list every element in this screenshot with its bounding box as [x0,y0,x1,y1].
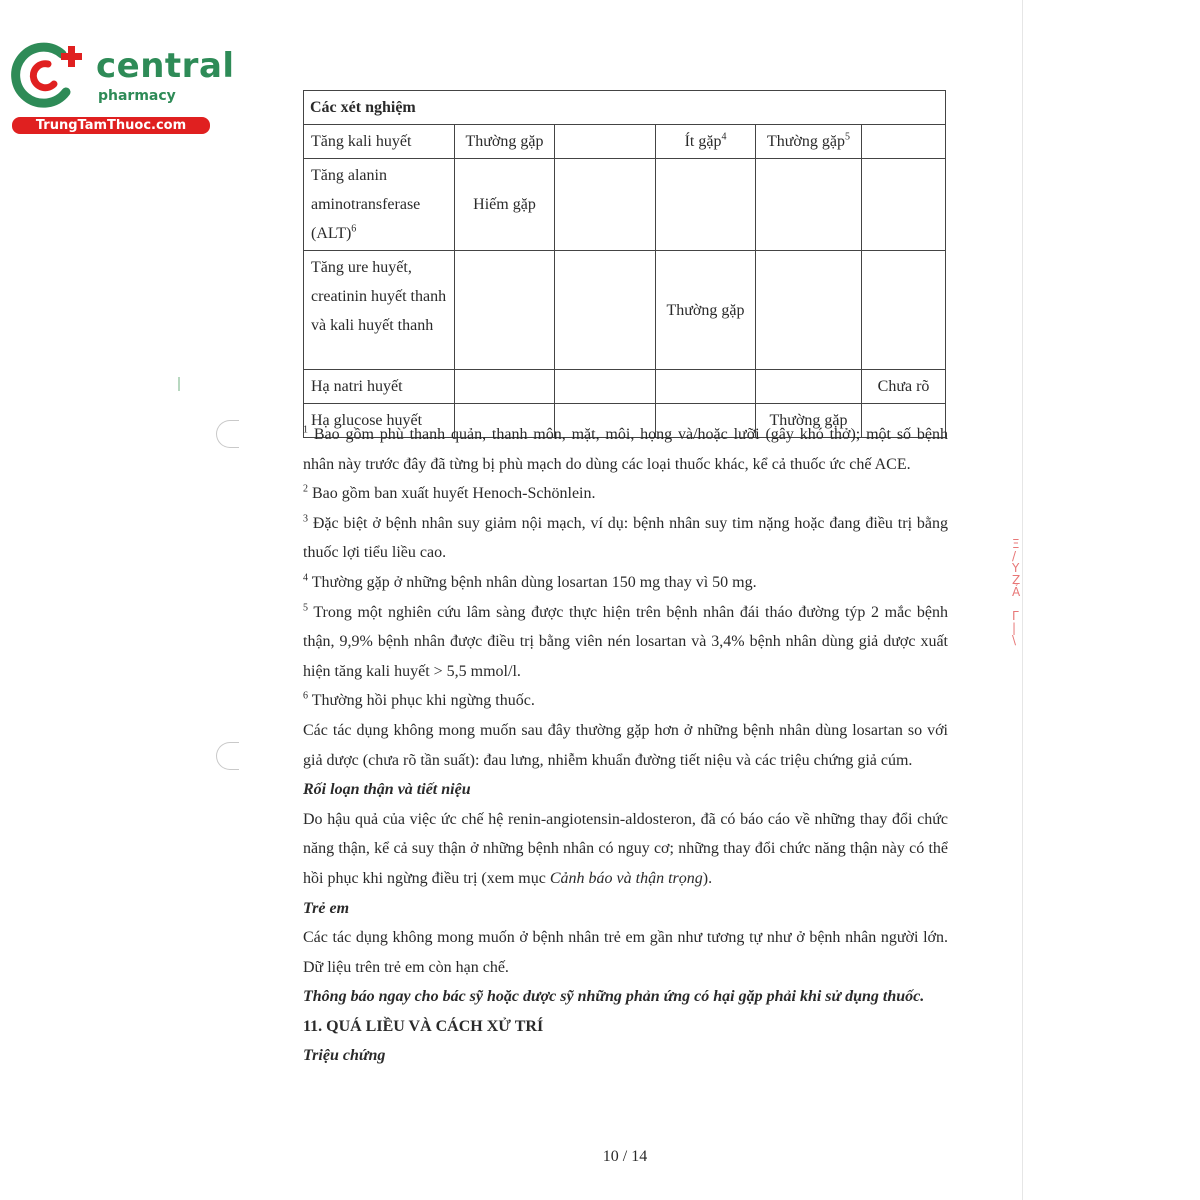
table-row [304,159,946,251]
paragraph: Các tác dụng không mong muốn ở bệnh nhân trẻ em gần như tương tự như ở bệnh nhân người lớn. Dữ liệu trên trẻ em còn hạn chế. [303,929,948,976]
row-label: Hạ natri huyết [304,370,455,404]
footnote [303,598,948,687]
table-row [304,125,946,159]
section-title-overdose: 11. QUÁ LIỀU VÀ CÁCH XỬ TRÍ [303,1017,544,1035]
cell-text: Thường gặp [766,133,845,150]
footnote-ref: 6 [351,223,357,235]
footnote [303,686,948,716]
table-cell [656,159,756,251]
row-label [304,159,455,251]
punch-hole-mark [216,742,239,770]
footnote-ref: 4 [721,131,727,143]
table-cell [862,125,946,159]
table-cell: Chưa rõ [862,370,946,404]
footnote-number: 5 [303,602,308,614]
table-cell: Thường gặp [756,404,862,438]
footnote-number: 2 [303,483,308,495]
table-row [304,370,946,404]
cross-reference: Cảnh báo và thận trọng [549,869,703,887]
footnote [303,568,948,598]
page-number: 10 / 14 [602,1148,648,1165]
document-body [303,420,948,1071]
footnote-text: Thường hồi phục khi ngừng thuốc. [311,692,535,710]
footnote-number: 4 [303,572,308,584]
table-cell [455,251,555,370]
table-cell [756,125,862,159]
table-cell [656,370,756,404]
cell-text: Ít gặp [684,133,722,150]
section-heading-renal: Rối loạn thận và tiết niệu [303,781,471,799]
table-header-cell: Các xét nghiệm [304,91,946,125]
table-cell [656,125,756,159]
logo-sub-text: pharmacy [98,88,176,104]
footnote-text: Thường gặp ở những bệnh nhân dùng losartan 150 mg thay vì 50 mg. [311,573,757,591]
table-header-row [304,91,946,125]
footnote [303,509,948,568]
table-row [304,251,946,370]
table-cell [555,125,656,159]
footnote-number: 1 [303,424,308,436]
table-cell: Hiếm gặp [455,159,555,251]
table-cell [555,370,656,404]
table-cell [756,159,862,251]
notice-text: Thông báo ngay cho bác sỹ hoặc dược sỹ những phản ứng có hại gặp phải khi sử dụng thuốc. [303,988,925,1006]
table-cell [756,251,862,370]
footnote-number: 6 [303,691,308,703]
logo-brand-text: central [96,46,235,86]
footnote-text: Đặc biệt ở bệnh nhân suy giảm nội mạch, ví dụ: bệnh nhân suy tim nặng hoặc đang điều trị bằng thuốc lợi tiểu liều cao. [303,514,949,562]
table-cell [862,251,946,370]
paragraph: Các tác dụng không mong muốn sau đây thường gặp hơn ở những bệnh nhân dùng losartan so với giả dược (chưa rõ tần suất): đau lưng, nhiễm khuẩn đường tiết niệu và các triệu chứng giả cúm. [303,721,948,769]
footnote-number: 3 [303,513,308,525]
adverse-effects-table [303,90,946,438]
row-label: Tăng ure huyết, creatinin huyết thanh và kali huyết thanh [304,251,455,370]
footnote-ref: 5 [845,131,850,143]
footnote-text: Bao gồm ban xuất huyết Henoch-Schönlein. [312,485,596,503]
row-label: Hạ glucose huyết [304,404,455,438]
logo-website-badge: TrungTamThuoc.com [12,117,210,134]
table-cell [862,159,946,251]
paragraph-text-end: ). [702,869,713,887]
red-stamp-fragment: Ξ / Y Z Ả Γ | \ [1012,537,1021,647]
section-heading-symptoms: Triệu chứng [303,1047,386,1065]
table-cell: Thường gặp [455,125,555,159]
footnote [303,479,948,509]
scan-mark [178,377,180,391]
punch-hole-mark [216,420,239,448]
table-cell [455,370,555,404]
footnote-text: Bao gồm phù thanh quản, thanh môn, mặt, môi, họng và/hoặc lưỡi (gây khó thở); một số bệnh nhân này trước đây đã từng bị phù mạch do dùng các loại thuốc khác, kể cả thuốc ức chế ACE. [303,426,949,473]
table-cell [555,251,656,370]
central-pharmacy-logo [10,38,235,138]
table-cell: Thường gặp [656,251,756,370]
row-label: Tăng kali huyết [304,125,455,159]
section-heading-children: Trẻ em [303,899,350,917]
pharmacy-logo-icon [10,38,92,114]
footnote [303,420,948,479]
table-cell [555,159,656,251]
row-label-text: Tăng alanin aminotransferase (ALT) [311,167,421,242]
paragraph [303,805,948,894]
table-cell [756,370,862,404]
paragraph-text: Do hậu quả của việc ức chế hệ renin-angiotensin-aldosteron, đã có báo cáo về những thay đổi chức năng thận, kể cả suy thận ở những bệnh nhân có nguy cơ; những thay đổi chức năng thận này có thể hồi phục khi ngừng điều trị (xem mục [303,810,948,887]
footnote-text: Trong một nghiên cứu lâm sàng được thực hiện trên bệnh nhân đái tháo đường týp 2 mắc bệnh thận, 9,9% bệnh nhân được điều trị bằng viên nén losartan và 3,4% bệnh nhân dùng giả dược xuất hiện tăng kali huyết > 5,5 mmol/l. [303,603,948,680]
